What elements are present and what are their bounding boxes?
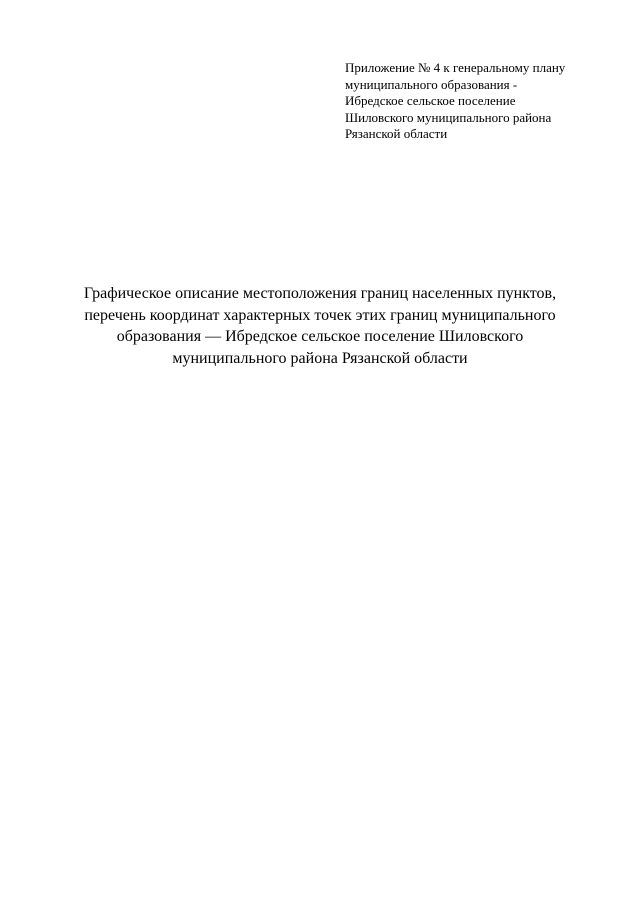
appendix-line: муниципального образования - [345,76,518,92]
title-line: муниципального района Рязанской области [172,349,468,367]
appendix-line: Ибредское сельское поселение [345,93,516,109]
appendix-line: Приложение № 4 к генеральному плану [345,60,566,75]
document-title [50,283,590,369]
title-line: образования — Ибредское сельское поселение Шиловского [116,328,524,345]
appendix-line: Шиловского муниципального района [345,109,552,125]
title-line: перечень координат характерных точек этих границ муниципального [84,306,556,324]
title-line: Графическое описание местоположения границ населенных пунктов, [83,285,557,302]
appendix-line: Рязанской области [345,126,448,142]
appendix-reference-block [345,60,605,143]
